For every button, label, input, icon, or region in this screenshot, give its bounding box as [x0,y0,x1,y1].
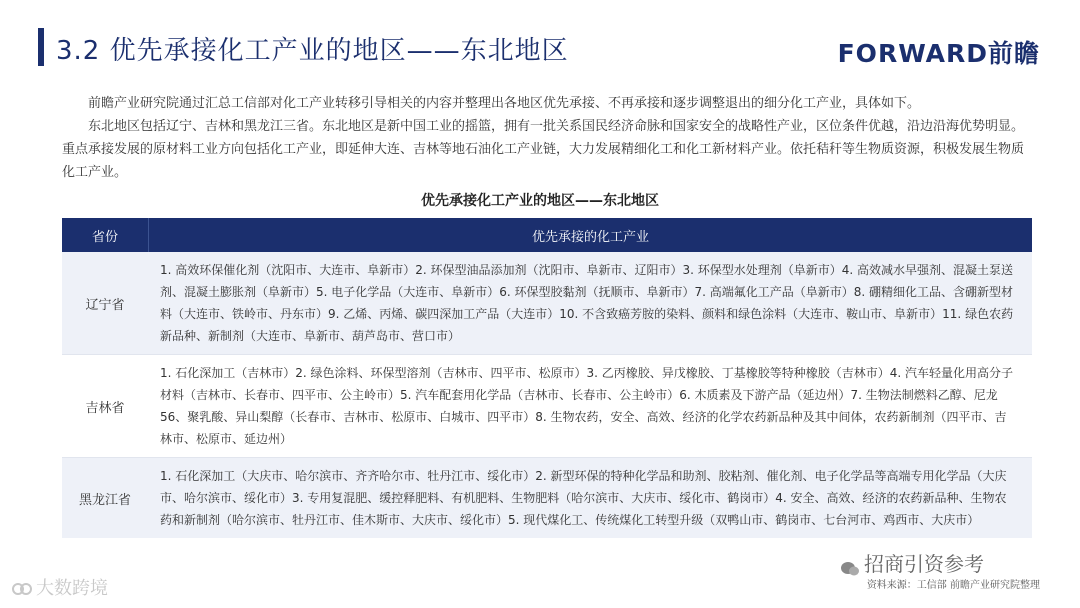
watermark-left [12,574,108,600]
row-industries: 1. 高效环保催化剂（沈阳市、大连市、阜新市）2. 环保型油品添加剂（沈阳市、阜新市、辽阳市）3. 环保型水处理剂（阜新市）4. 高效减水早强剂、混凝土泵送剂、混凝土膨胀剂（阜新市）5. 电子化学品（大连市、阜新市）6. 环保型胶黏剂（抚顺市、阜新市）7. 高端氟化工产品（阜新市）8. 硼精细化工品、含硼新型材料（大连市、铁岭市、丹东市）9. 乙烯、丙烯、碳四深加工产品（大连市）10. 不含致癌芳胺的染料、颜料和绿色涂料（大连市、鞍山市、阜新市）11. 绿色农药新品种、新制剂（大连市、阜新市、葫芦岛市、营口市） [160,263,1014,343]
watermark-left-text: 大数跨境 [36,578,108,599]
title-accent-bar [38,28,44,66]
watermark-right [840,548,984,577]
table-title: 优先承接化工产业的地区——东北地区 [421,193,659,209]
wechat-icon [840,558,860,574]
table-row [62,252,1032,354]
table-row [62,458,1032,538]
table-header [62,218,1032,252]
source-note: 资料来源：工信部 前瞻产业研究院整理 [866,580,1040,591]
row-province: 吉林省 [85,400,125,416]
page-title: 3.2 优先承接化工产业的地区——东北地区 [56,36,569,66]
table-row [62,355,1032,457]
header-province: 省份 [91,229,118,245]
intro-paragraph-1: 前瞻产业研究院通过汇总工信部对化工产业转移引导相关的内容并整理出各地区优先承接、不再承接和逐步调整退出的细分化工产业，具体如下。 [88,96,921,111]
header-industries: 优先承接的化工产业 [148,218,1032,252]
row-province: 辽宁省 [85,297,125,313]
row-industries: 1. 石化深加工（大庆市、哈尔滨市、齐齐哈尔市、牡丹江市、绥化市）2. 新型环保的特种化学品和助剂、胶粘剂、催化剂、电子化学品等高端专用化学品（大庆市、哈尔滨市、绥化市）3. 专用复混肥、缓控释肥料、有机肥料、生物肥料（哈尔滨市、大庆市、绥化市、鹤岗市）4. 安全、高效、经济的农药新品种、生物农药和新制剂（哈尔滨市、牡丹江市、佳木斯市、大庆市、绥化市）5. 现代煤化工、传统煤化工转型升级（双鸭山市、鹤岗市、七台河市、鸡西市、大庆市） [160,469,1007,527]
watermark-right-text: 招商引资参考 [864,552,984,576]
intro-text [62,92,1032,184]
logo-icon [12,581,32,597]
industry-table [62,218,1032,538]
intro-paragraph-2: 东北地区包括辽宁、吉林和黑龙江三省。东北地区是新中国工业的摇篮，拥有一批关系国民经济命脉和国家安全的战略性产业，区位条件优越，沿边沿海优势明显。重点承接发展的原材料工业方向包括化工产业，即延伸大连、吉林等地石油化工产业链，大力发展精细化工和化工新材料产业。依托秸秆等生物质资源，积极发展生物质化工产业。 [62,119,1025,180]
brand-logo: FORWARD前瞻 [837,39,1040,68]
row-province: 黑龙江省 [78,492,131,508]
row-industries: 1. 石化深加工（吉林市）2. 绿色涂料、环保型溶剂（吉林市、四平市、松原市）3. 乙丙橡胶、异戊橡胶、丁基橡胶等特种橡胶（吉林市）4. 汽车轻量化用高分子材料（吉林市、长春市、四平市、公主岭市）5. 汽车配套用化学品（吉林市、长春市、公主岭市）6. 木质素及下游产品（延边州）7. 生物法制燃料乙醇、尼龙 56、聚乳酸、异山梨醇（长春市、吉林市、松原市、白城市、四平市）8. 生物农药，安全、高效、经济的化学农药新品种及其中间体，农药新制剂（四平市、吉林市、松原市、延边州） [160,366,1014,446]
